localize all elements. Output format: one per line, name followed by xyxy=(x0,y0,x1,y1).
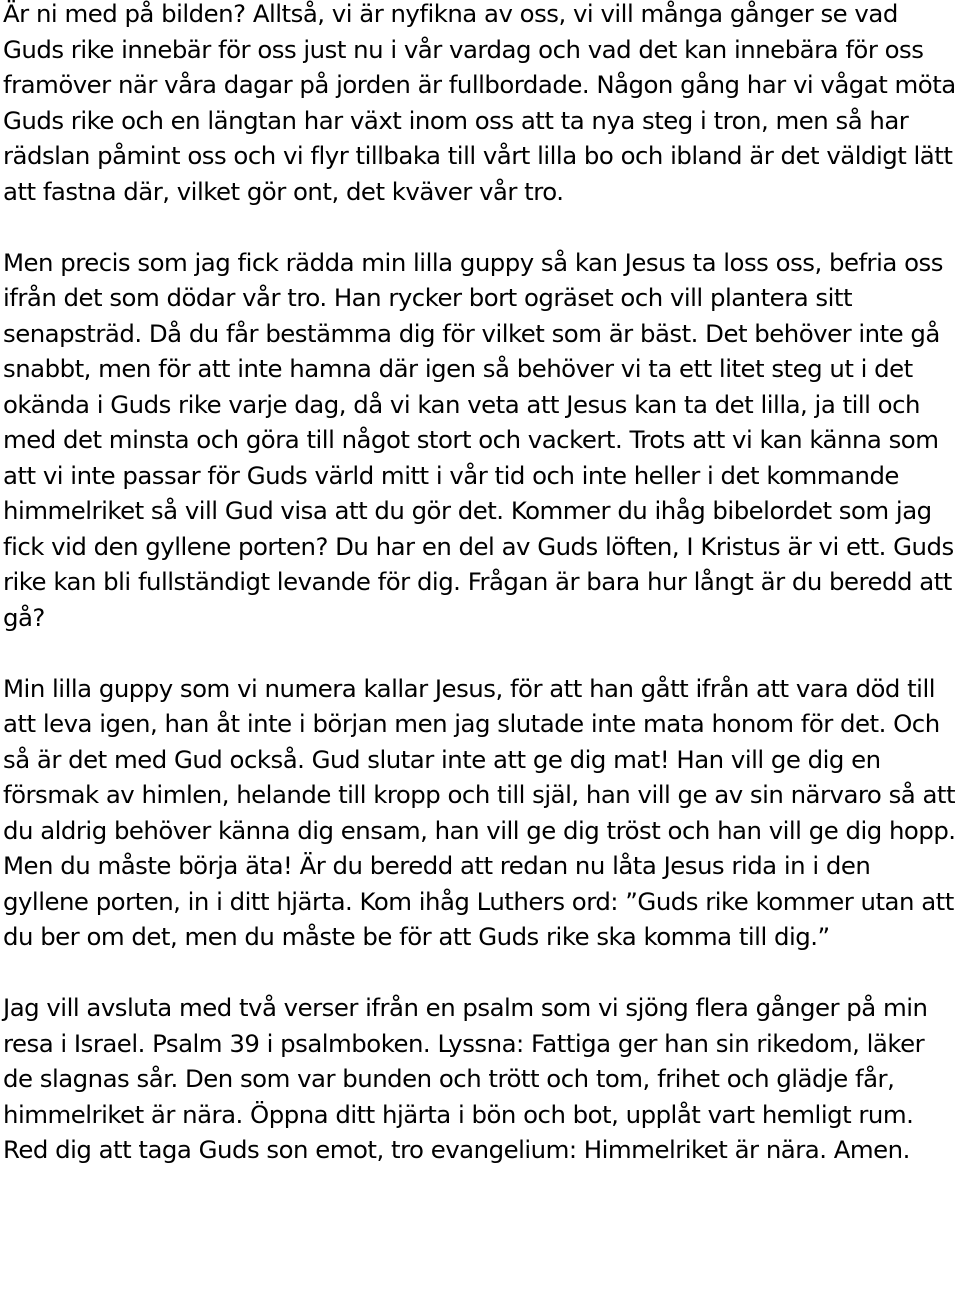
paragraph-gap xyxy=(3,209,958,245)
paragraph-must-eat: Men du måste börja äta! Är du beredd att redan nu låta Jesus rida in i den gyllene porten, in i ditt hjärta. Kom ihåg Luthers ord: ”Guds rike kommer utan att du ber om det, men du måste be för att Guds rike ska komma till dig.” xyxy=(3,851,954,951)
paragraph-gap xyxy=(3,635,958,671)
paragraph-guppy-feeding: Min lilla guppy som vi numera kallar Jesus, för att han gått ifrån att vara död till att leva igen, han åt inte i början men jag slutade inte mata honom för det. Och så är det med Gud också. Gud slutar inte att ge dig mat! Han vill ge dig en försmak av himlen, helande till kropp och till själ, han vill ge av sin närvaro så att du aldrig behöver känna dig ensam, han vill ge dig tröst och han vill ge dig hopp. xyxy=(3,673,956,845)
paragraph-gap xyxy=(3,955,958,991)
paragraph-guppy-rescue: Men precis som jag fick rädda min lilla guppy så kan Jesus ta loss oss, befria oss ifrån det som dödar vår tro. Han rycker bort ogräset och vill plantera sitt senapsträd. Då du får bestämma dig för vilket som är bäst. Det behöver inte gå snabbt, men för att inte hamna där igen så behöver vi ta ett litet steg ut i det okända i Guds rike varje dag, då vi kan veta att Jesus kan ta det lilla, ja till och med det minsta och göra till något stort och vackert. Trots att vi kan känna som att vi inte passar för Guds värld mitt i vår tid och inte heller i det kommande himmelriket så vill Gud visa att du gör det. Kommer du ihåg bibelordet som jag fick vid den gyllene porten? Du har en del av Guds löften, I Kristus är vi ett. Guds rike kan bli fullständigt levande för dig. Frågan är bara hur långt är du beredd att gå? xyxy=(3,247,954,632)
paragraph-psalm-closing: Jag vill avsluta med två verser ifrån en psalm som vi sjöng flera gånger på min resa i Israel. Psalm 39 i psalmboken. Lyssna: Fattiga ger han sin rikedom, läker de slagnas sår. Den som var bunden och trött och tom, frihet och glädje får, himmelriket är nära. Öppna ditt hjärta i bön och bot, upplåt vart hemligt rum. Red dig att taga Guds son emot, tro evangelium: Himmelriket är nära. Amen. xyxy=(3,993,928,1164)
paragraph-curiosity: Är ni med på bilden? Alltså, vi är nyfikna av oss, vi vill många gånger se vad Guds rike innebär för oss just nu i vår vardag och vad det kan innebära för oss framöver när våra dagar på jorden är fullbordade. Någon gång har vi vågat möta Guds rike och en längtan har växt inom oss att ta nya steg i tron, men så har rädslan påmint oss och vi flyr tillbaka till vårt lilla bo och ibland är det väldigt lätt att fastna där, vilket gör ont, det kväver vår tro. xyxy=(3,0,956,206)
